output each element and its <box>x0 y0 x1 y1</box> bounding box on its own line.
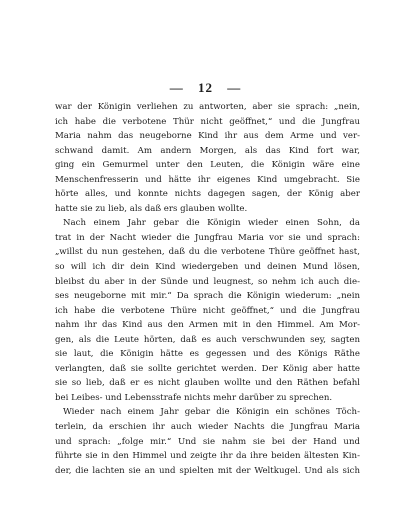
text-line: ging ein Gemurmel unter den Leuten, die Königin wäre eine <box>55 160 360 171</box>
text-line: führte sie in den Himmel und zeigte ihr da ihre beiden ältesten Kin- <box>55 451 360 462</box>
paragraph-start-line: Nach einem Jahr gebar die Königin wieder einen Sohn, da <box>63 218 360 229</box>
text-line: und sprach: „folge mir.“ Und sie nahm sie bei der Hand und <box>55 436 360 447</box>
text-line: gen, als die Leute hörten, daß es auch verschwunden sey, sagten <box>55 334 360 345</box>
page-number-value: 12 <box>198 80 213 95</box>
text-line: Maria nahm das neugeborne Kind ihr aus dem Arme und ver- <box>55 131 360 142</box>
page-number-dash-left: — <box>169 80 184 95</box>
text-line: so will ich dir dein Kind wiedergeben und deinen Mund lösen, <box>55 262 360 273</box>
text-line: sie so lieb, daß er es nicht glauben wollte und den Räthen befahl <box>55 378 360 389</box>
body-text <box>55 100 360 478</box>
text-line: der, die lachten sie an und spielten mit der Weltkugel. Und als sich <box>55 465 360 476</box>
text-line: nahm ihr das Kind aus den Armen mit in den Himmel. Am Mor- <box>55 320 360 331</box>
text-line: hörte alles, und konnte nichts dagegen sagen, der König aber <box>55 189 360 200</box>
text-line: war der Königin verliehen zu antworten, aber sie sprach: „nein, <box>55 102 360 112</box>
page-number-dash-right: — <box>227 80 242 95</box>
text-line: sie laut, die Königin hätte es gegessen und des Königs Räthe <box>55 349 360 360</box>
text-line: ich habe die verbotene Thüre nicht geöffnet,“ und die Jungfrau <box>55 305 360 316</box>
page-number <box>0 80 411 96</box>
text-line: ses neugeborne mit mir.“ Da sprach die Königin wiederum: „nein <box>55 291 360 302</box>
text-line: ich habe die verbotene Thür nicht geöffnet,“ und die Jungfrau <box>55 116 360 127</box>
text-line: verlangten, daß sie sollte gerichtet werden. Der König aber hatte <box>55 363 360 374</box>
text-line: bleibst du aber in der Sünde und leugnest, so nehm ich auch die- <box>55 276 360 287</box>
text-line: Menschenfresserin und hätte ihr eigenes Kind umgebracht. Sie <box>55 174 360 185</box>
text-line: schwand damit. Am andern Morgen, als das Kind fort war, <box>55 145 360 156</box>
paragraph-start-line: Wieder nach einem Jahr gebar die Königin ein schönes Töch- <box>63 407 360 418</box>
text-line: „willst du nun gestehen, daß du die verbotene Thüre geöffnet hast, <box>55 247 360 258</box>
text-line: terlein, da erschien ihr auch wieder Nachts die Jungfrau Maria <box>55 422 360 433</box>
text-line: bei Leibes- und Lebensstrafe nichts mehr darüber zu sprechen. <box>55 392 333 403</box>
text-line: trat in der Nacht wieder die Jungfrau Maria vor sie und sprach: <box>55 232 360 243</box>
text-line: hatte sie zu lieb, als daß ers glauben wollte. <box>55 203 248 214</box>
